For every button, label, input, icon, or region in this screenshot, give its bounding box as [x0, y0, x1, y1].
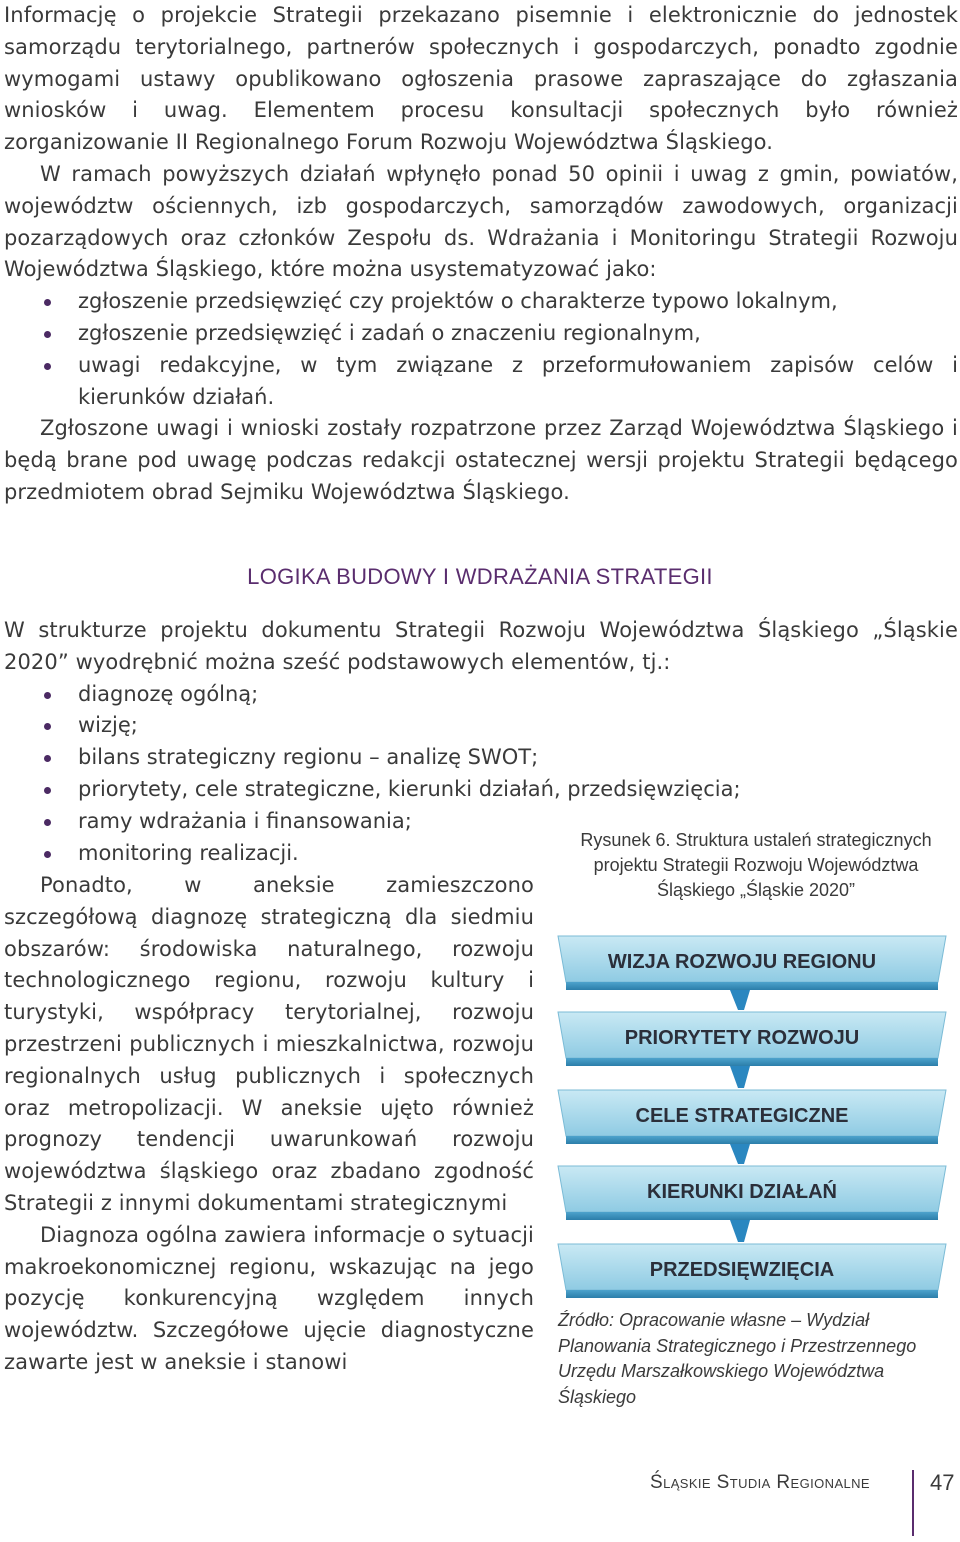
intro-paragraph-2: W ramach powyższych działań wpłynęło ponad 50 opinii i uwag z gmin, powiatów, województw ościennych, izb gospodarczych, samorządów zawodowych, organizacji pozarządowych oraz członków Zespołu ds. Wdrażania i Monitoringu Strategii Rozwoju Województwa Śląskiego, które można usystematyzować jako: — [4, 161, 958, 282]
list-item: monitoring realizacji. — [4, 838, 558, 870]
list-item: uwagi redakcyjne, w tym związane z przeformułowaniem zapisów celów i kierunków działań. — [4, 350, 958, 414]
list-item: wizję; — [4, 710, 958, 742]
diagram-level-4 — [558, 1166, 946, 1220]
level-label: KIERUNKI DZIAŁAŃ — [647, 1181, 837, 1203]
list-item: bilans strategiczny regionu – analizę SWOT; — [4, 742, 958, 774]
list-item: zgłoszenie przedsięwzięć czy projektów o charakterze typowo lokalnym, — [4, 286, 958, 318]
level-label: PRIORYTETY ROZWOJU — [624, 1027, 860, 1049]
arrow-connector — [730, 990, 750, 1010]
diagram-level-1 — [558, 936, 946, 990]
list-item: ramy wdrażania i finansowania; — [4, 806, 558, 838]
arrow-connector — [730, 1066, 750, 1088]
journal-title-text: Śląskie Studia Regionalne — [650, 1472, 871, 1493]
left-column — [4, 870, 534, 1379]
footer-divider — [912, 1470, 914, 1536]
diagnosis-paragraph: Diagnoza ogólna zawiera informacje o sytuacji makroekonomicznej regionu, wskazując na jego pozycję konkurencyjną względem innych województw. Szczegółowe ujęcie diagnostyczne zawarte jest w aneksie i stanowi — [4, 1222, 534, 1374]
list-item: priorytety, cele strategiczne, kierunki działań, przedsięwzięcia; — [4, 774, 958, 806]
arrow-connector — [730, 1220, 750, 1242]
intro-section — [4, 0, 958, 509]
diagram-level-2 — [558, 1012, 946, 1066]
figure-source: Źródło: Opracowanie własne – Wydział Planowania Strategicznego i Przestrzennego Urzędu Marszałkowskiego Województwa Śląskiego — [558, 1310, 917, 1407]
intro-paragraph-3: Zgłoszone uwagi i wnioski zostały rozpatrzone przez Zarząd Województwa Śląskiego i będą brane pod uwagę podczas redakcji ostatecznej wersji projektu Strategii będącego przedmiotem obrad Sejmiku Województwa Śląskiego. — [4, 416, 958, 504]
level-label: PRZEDSIĘWZIĘCIA — [649, 1259, 835, 1281]
journal-title — [650, 1472, 870, 1494]
figure-caption: Rysunek 6. Struktura ustaleń strategicznych projektu Strategii Rozwoju Województwa Śląskiego „Śląskie 2020” — [580, 830, 932, 900]
level-label: WIZJA ROZWOJU REGIONU — [607, 951, 877, 973]
arrow-connector — [730, 1144, 750, 1164]
strategy-structure-diagram — [554, 928, 950, 1314]
intro-paragraph-1: Informację o projekcie Strategii przekazano pisemnie i elektronicznie do jednostek samorządu terytorialnego, partnerów społecznych i gospodarczych, ponadto zgodnie wymogami ustawy opublikowano ogłoszenia prasowe zapraszające do zgłaszania wniosków i uwag. Elementem procesu konsultacji społecznych było również zorganizowanie II Regionalnego Forum Rozwoju Województwa Śląskiego. — [4, 3, 958, 155]
diagram-level-3 — [558, 1090, 946, 1144]
annex-paragraph: Ponadto, w aneksie zamieszczono szczegółową diagnozę strategiczną dla siedmiu obszarów: środowiska naturalnego, rozwoju technologicznego regionu, rozwoju kultury i turystyki, współpracy terytorialnej, rozwoju przestrzeni publicznych i mieszkalnictwa, rozwoju regionalnych usług publicznych i społecznych oraz metropolizacji. W aneksie ujęto również prognozy tendencji uwarunkowań rozwoju województwa śląskiego oraz zbadano zgodność Strategii z innymi dokumentami strategicznymi — [4, 873, 534, 1215]
level-label: CELE STRATEGICZNE — [635, 1105, 849, 1127]
diagram-level-5 — [558, 1244, 946, 1298]
page-number: 47 — [930, 1470, 955, 1495]
list-item: diagnozę ogólną; — [4, 679, 958, 711]
section-heading: LOGIKA BUDOWY I WDRAŻANIA STRATEGII — [247, 564, 713, 589]
section-intro: W strukturze projektu dokumentu Strategii Rozwoju Województwa Śląskiego „Śląskie 2020” wyodrębnić można sześć podstawowych elementów, tj.: — [4, 618, 958, 674]
list-item: zgłoszenie przedsięwzięć i zadań o znaczeniu regionalnym, — [4, 318, 958, 350]
